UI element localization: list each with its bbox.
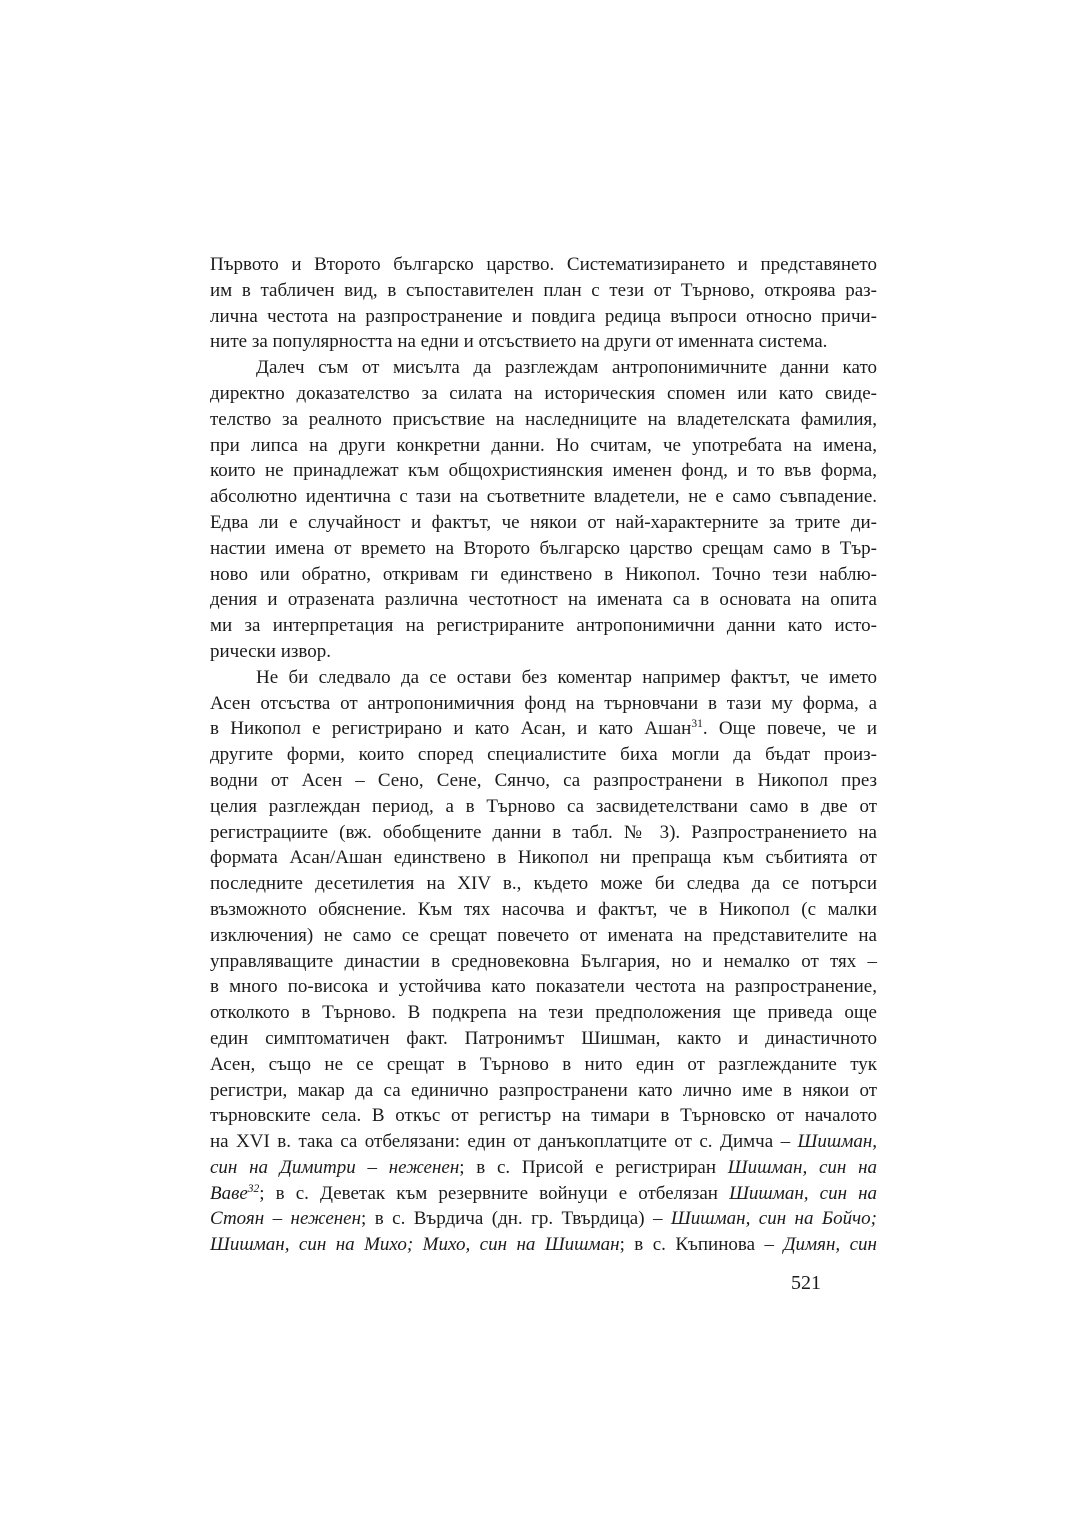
text-run: ; в с. Къпинова – — [619, 1234, 784, 1256]
text-line — [210, 923, 877, 949]
text-run: в Никопол е регистрирано и като Асан, и като Ашан — [210, 718, 692, 740]
text-run: водни от Асен – Сено, Сене, Сянчо, са разпространени в Никопол през — [210, 769, 877, 791]
text-line — [210, 329, 877, 355]
text-run: Не би следвало да се остави без коментар например фактът, че името — [256, 666, 877, 688]
text-line — [210, 536, 877, 562]
text-line — [210, 974, 877, 1000]
text-run: ните за популярността на едни и отсъствието на други от именната система. — [210, 331, 828, 353]
text-line — [210, 407, 877, 433]
text-line — [210, 484, 877, 510]
text-run: ; в с. Върдича (дн. гр. Твърдица) – — [361, 1208, 671, 1230]
text-line — [210, 252, 877, 278]
text-run: изключения) не само се срещат повечето от имената на представителите на — [210, 924, 877, 946]
page-number: 521 — [791, 1272, 821, 1294]
text-run: ; в с. Деветак към резервните войнуци е отбелязан — [259, 1182, 730, 1204]
text-line — [210, 1026, 877, 1052]
text-line — [210, 510, 877, 536]
text-run: Шишман, син на — [727, 1156, 877, 1178]
text-run: които не принадлежат към общохристиянския именен фонд, и то във форма, — [210, 460, 877, 482]
text-line — [210, 562, 877, 588]
text-line — [210, 1078, 877, 1104]
text-run: регистрациите (вж. обобщените данни в табл. № 3). Разпространението на — [210, 821, 877, 843]
text-line — [210, 742, 877, 768]
text-run: в много по-висока и устойчива като показатели честота на разпространение, — [210, 976, 877, 998]
text-block — [210, 252, 877, 1258]
text-line — [210, 1000, 877, 1026]
text-run: рически извор. — [210, 640, 331, 662]
text-run: абсолютно идентична с тази на съответните владетели, не е само съвпадение. — [210, 486, 877, 508]
text-line — [210, 1155, 877, 1181]
text-run: син на Димитри – неженен — [210, 1156, 460, 1178]
text-run: телство за реалното присъствие на наследниците на владетелската фамилия, — [210, 408, 877, 430]
text-line — [210, 1052, 877, 1078]
text-line — [210, 381, 877, 407]
text-run: Шишман, син на Михо; Михо, син на Шишман — [210, 1234, 620, 1256]
text-run: при липса на други конкретни данни. Но считам, че употребата на имена, — [210, 434, 877, 456]
text-run: Шишман, син на Бойчо; — [670, 1208, 877, 1230]
text-run: отколкото в Търново. В подкрепа на тези предположения ще приведа още — [210, 1002, 877, 1024]
text-line — [210, 613, 877, 639]
text-run: дения и отразената различна честотност на имената са в основата на опита — [210, 589, 877, 611]
text-line — [210, 639, 877, 665]
text-run: Ваве — [210, 1182, 248, 1204]
text-run: Далеч съм от мисълта да разглеждам антропонимичните данни като — [256, 357, 877, 379]
text-run: Едва ли е случайност и фактът, че някои от най-характерните за трите ди- — [210, 511, 877, 533]
text-line — [210, 304, 877, 330]
text-line — [210, 1181, 877, 1207]
text-run: последните десетилетия на XIV в., където може би следва да се потърси — [210, 873, 877, 895]
text-run: ново или обратно, откривам ги единствено в Никопол. Точно тези наблю- — [210, 563, 877, 585]
text-run: Първото и Второто българско царство. Систематизирането и представянето — [210, 254, 877, 275]
text-run: . Още повече, че и — [702, 718, 877, 740]
text-run: Стоян – неженен — [210, 1208, 362, 1230]
text-run: управляващите династии в средновековна България, но и немалко от тях – — [210, 950, 877, 972]
text-line — [210, 1103, 877, 1129]
text-run: настии имена от времето на Второто българско царство срещам само в Тър- — [210, 537, 877, 559]
text-line — [210, 845, 877, 871]
text-line — [210, 433, 877, 459]
text-line — [210, 768, 877, 794]
text-line — [210, 716, 877, 742]
text-run: Шишман, син на — [729, 1182, 878, 1204]
text-line — [210, 1129, 877, 1155]
text-line — [210, 1232, 877, 1258]
text-run: лична честота на разпространение и повдига редица въпроси относно причи- — [210, 305, 877, 327]
text-run: целия разглеждан период, а в Търново са засвидетелствани само в две от — [210, 795, 877, 817]
text-line — [210, 691, 877, 717]
text-run: формата Асан/Ашан единствено в Никопол ни препраща към събитията от — [210, 847, 877, 869]
text-run: Шишман, — [797, 1131, 877, 1153]
text-run: регистри, макар да са единично разпространени като лично име в някои от — [210, 1079, 877, 1101]
footnote-ref: 31 — [691, 718, 703, 731]
text-run: директно доказателство за силата на историческия спомен или като свиде- — [210, 382, 877, 404]
text-line — [210, 458, 877, 484]
text-line — [210, 949, 877, 975]
text-run: търновските села. В откъс от регистър на тимари в Търновско от началото — [210, 1105, 877, 1127]
text-line — [210, 897, 877, 923]
text-run: Димян, син — [783, 1234, 877, 1256]
footnote-ref: 32 — [247, 1182, 260, 1195]
text-line — [210, 278, 877, 304]
text-run: Асен, също не се срещат в Търново в нито един от разглежданите тук — [210, 1053, 877, 1075]
text-run: на XVI в. така са отбелязани: един от данъкоплатците от с. Димча – — [210, 1131, 798, 1153]
text-line — [210, 355, 877, 381]
text-line — [210, 871, 877, 897]
text-run: им в табличен вид, в съпоставителен план с тези от Търново, откроява раз- — [210, 279, 877, 301]
text-run: ; в с. Присой е регистриран — [459, 1156, 728, 1178]
text-run: Асен отсъства от антропонимичния фонд на търновчани в тази му форма, а — [210, 692, 877, 714]
text-run: ми за интерпретация на регистрираните антропонимични данни като исто- — [210, 615, 877, 637]
text-run: един симптоматичен факт. Патронимът Шишман, както и династичното — [210, 1027, 877, 1049]
text-line — [210, 820, 877, 846]
text-run: възможното обяснение. Към тях насочва и фактът, че в Никопол (с малки — [210, 898, 877, 920]
text-line — [210, 665, 877, 691]
text-run: другите форми, които според специалистите биха могли да бъдат произ- — [210, 744, 877, 766]
text-line — [210, 794, 877, 820]
text-line — [210, 1206, 877, 1232]
text-line — [210, 587, 877, 613]
